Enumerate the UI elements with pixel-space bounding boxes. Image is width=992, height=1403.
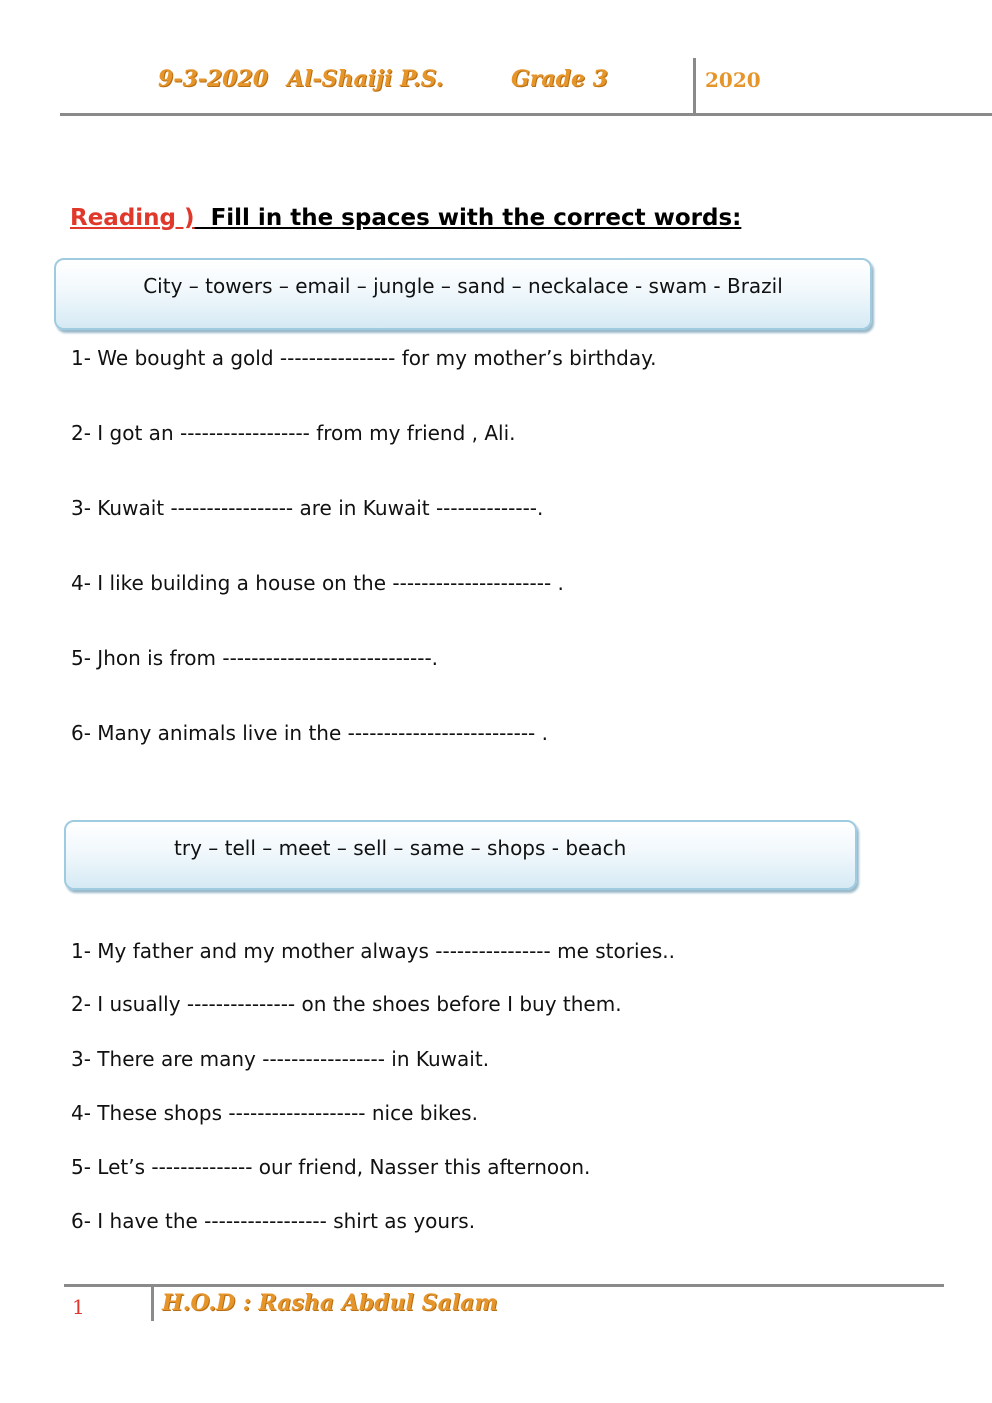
part1-sentence-6: 6- Many animals live in the -------------------------- . (71, 721, 548, 745)
header-grade: Grade 3 (511, 66, 608, 92)
section-instruction: Fill in the spaces with the correct words: (210, 205, 742, 231)
part2-sentence-1: 1- My father and my mother always ---------------- me stories.. (71, 939, 675, 963)
footer-hod: H.O.D : Rasha Abdul Salam (162, 1290, 498, 1316)
part2-sentence-4: 4- These shops ------------------- nice bikes. (71, 1101, 478, 1125)
part2-sentence-3: 3- There are many ----------------- in Kuwait. (71, 1047, 490, 1071)
part1-sentence-3: 3- Kuwait ----------------- are in Kuwait --------------. (71, 496, 544, 520)
part2-sentence-6: 6- I have the ----------------- shirt as yours. (71, 1209, 476, 1233)
page-number: 1 (72, 1295, 85, 1319)
section-label: Reading ) (70, 205, 195, 231)
header-year: 2020 (705, 68, 761, 92)
word-bank-1: City – towers – email – jungle – sand – neckalace - swam - Brazil (54, 258, 872, 330)
part1-sentence-4: 4- I like building a house on the ---------------------- . (71, 571, 564, 595)
part2-sentence-2: 2- I usually --------------- on the shoes before I buy them. (71, 992, 622, 1016)
header-school-name: Al-Shaiji P.S. (287, 66, 444, 92)
part2-sentence-5: 5- Let’s -------------- our friend, Nasser this afternoon. (71, 1155, 591, 1179)
header-divider (693, 58, 696, 114)
part1-sentence-2: 2- I got an ------------------ from my friend , Ali. (71, 421, 516, 445)
header-date: 9-3-2020 (158, 66, 269, 92)
section-title (70, 205, 741, 231)
header-rule (60, 113, 992, 116)
part1-sentence-5: 5- Jhon is from -----------------------------. (71, 646, 439, 670)
word-bank-2: try – tell – meet – sell – same – shops - beach (64, 820, 857, 890)
footer-divider (151, 1286, 154, 1321)
section-instruction-gap (195, 205, 211, 231)
part1-sentence-1: 1- We bought a gold ---------------- for my mother’s birthday. (71, 346, 657, 370)
footer-rule (64, 1284, 944, 1287)
